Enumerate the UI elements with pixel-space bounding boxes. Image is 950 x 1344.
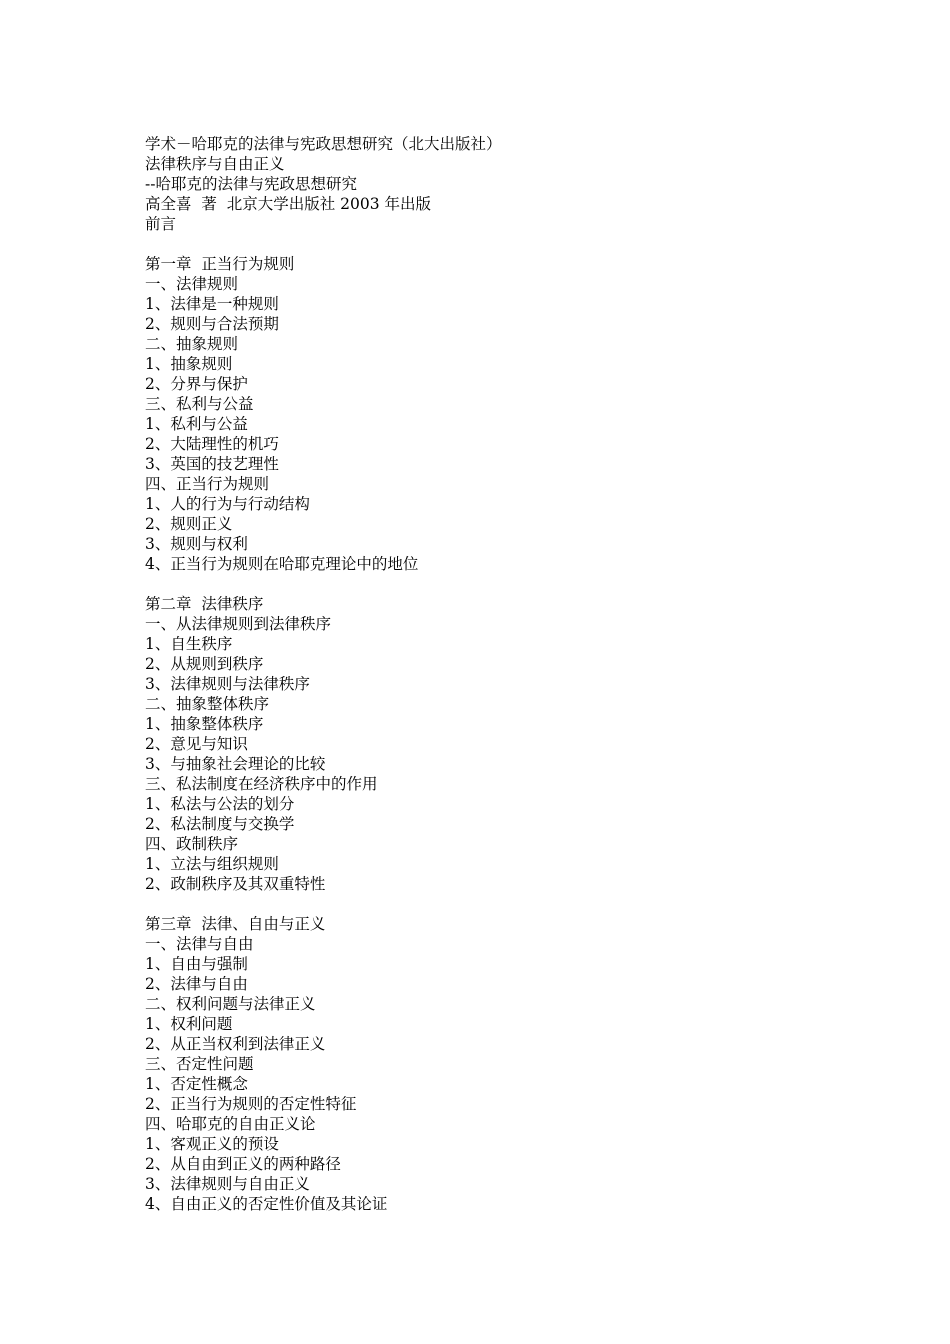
toc-line: 一、从法律规则到法律秩序 [145, 615, 332, 633]
blank-line [145, 234, 905, 254]
toc-line: 2、从自由到正义的两种路径 [145, 1155, 341, 1173]
toc-line: 1、私利与公益 [145, 415, 248, 433]
toc-line: 1、抽象整体秩序 [145, 715, 264, 733]
toc-line: 二、抽象整体秩序 [145, 695, 270, 713]
toc-line: 1、否定性概念 [145, 1075, 248, 1093]
toc-line: 1、人的行为与行动结构 [145, 495, 310, 513]
toc-line: 2、法律与自由 [145, 975, 248, 993]
toc-line: 3、与抽象社会理论的比较 [145, 755, 326, 773]
header-line-author: 高全喜 著 北京大学出版社 2003 年出版 [145, 195, 432, 213]
toc-line: 三、私利与公益 [145, 395, 254, 413]
chapter-title: 第二章 法律秩序 [145, 595, 264, 613]
toc-line: 四、正当行为规则 [145, 475, 270, 493]
toc-line: 一、法律与自由 [145, 935, 254, 953]
toc-line: 3、法律规则与自由正义 [145, 1175, 310, 1193]
chapter-title: 第一章 正当行为规则 [145, 255, 295, 273]
toc-line: 四、哈耶克的自由正义论 [145, 1115, 316, 1133]
toc-line: 3、英国的技艺理性 [145, 455, 279, 473]
toc-line: 1、客观正义的预设 [145, 1135, 279, 1153]
toc-line: 3、法律规则与法律秩序 [145, 675, 310, 693]
header-line-book-title: 法律秩序与自由正义 [145, 155, 285, 173]
toc-line: 2、大陆理性的机巧 [145, 435, 279, 453]
toc-line: 二、抽象规则 [145, 335, 239, 353]
toc-line: 2、规则与合法预期 [145, 315, 279, 333]
toc-line: 2、正当行为规则的否定性特征 [145, 1095, 357, 1113]
toc-line: 四、政制秩序 [145, 835, 239, 853]
toc-line: 1、自生秩序 [145, 635, 233, 653]
toc-line: 1、立法与组织规则 [145, 855, 279, 873]
toc-line: 2、分界与保护 [145, 375, 248, 393]
toc-line: 1、自由与强制 [145, 955, 248, 973]
toc-line: 2、规则正义 [145, 515, 233, 533]
toc-line: 2、政制秩序及其双重特性 [145, 875, 326, 893]
toc-line: 2、从规则到秩序 [145, 655, 264, 673]
toc-line: 2、意见与知识 [145, 735, 248, 753]
header-line-preface: 前言 [145, 215, 177, 233]
toc-line: 2、私法制度与交换学 [145, 815, 295, 833]
toc-line: 4、正当行为规则在哈耶克理论中的地位 [145, 555, 419, 573]
document-body [145, 134, 905, 1214]
toc-line: 1、权利问题 [145, 1015, 233, 1033]
toc-line: 1、抽象规则 [145, 355, 233, 373]
toc-line: 1、法律是一种规则 [145, 295, 279, 313]
toc-line: 一、法律规则 [145, 275, 239, 293]
toc-line: 2、从正当权利到法律正义 [145, 1035, 326, 1053]
header-line-title: 学术－哈耶克的法律与宪政思想研究（北大出版社） [145, 135, 502, 153]
toc-line: 3、规则与权利 [145, 535, 248, 553]
toc-line: 三、私法制度在经济秩序中的作用 [145, 775, 378, 793]
toc-line: 1、私法与公法的划分 [145, 795, 295, 813]
toc-line: 三、否定性问题 [145, 1055, 254, 1073]
toc-line: 二、权利问题与法律正义 [145, 995, 316, 1013]
toc-line: 4、自由正义的否定性价值及其论证 [145, 1195, 388, 1213]
chapter-title: 第三章 法律、自由与正义 [145, 915, 326, 933]
blank-line [145, 574, 905, 594]
header-line-subtitle: --哈耶克的法律与宪政思想研究 [145, 175, 357, 193]
blank-line [145, 894, 905, 914]
